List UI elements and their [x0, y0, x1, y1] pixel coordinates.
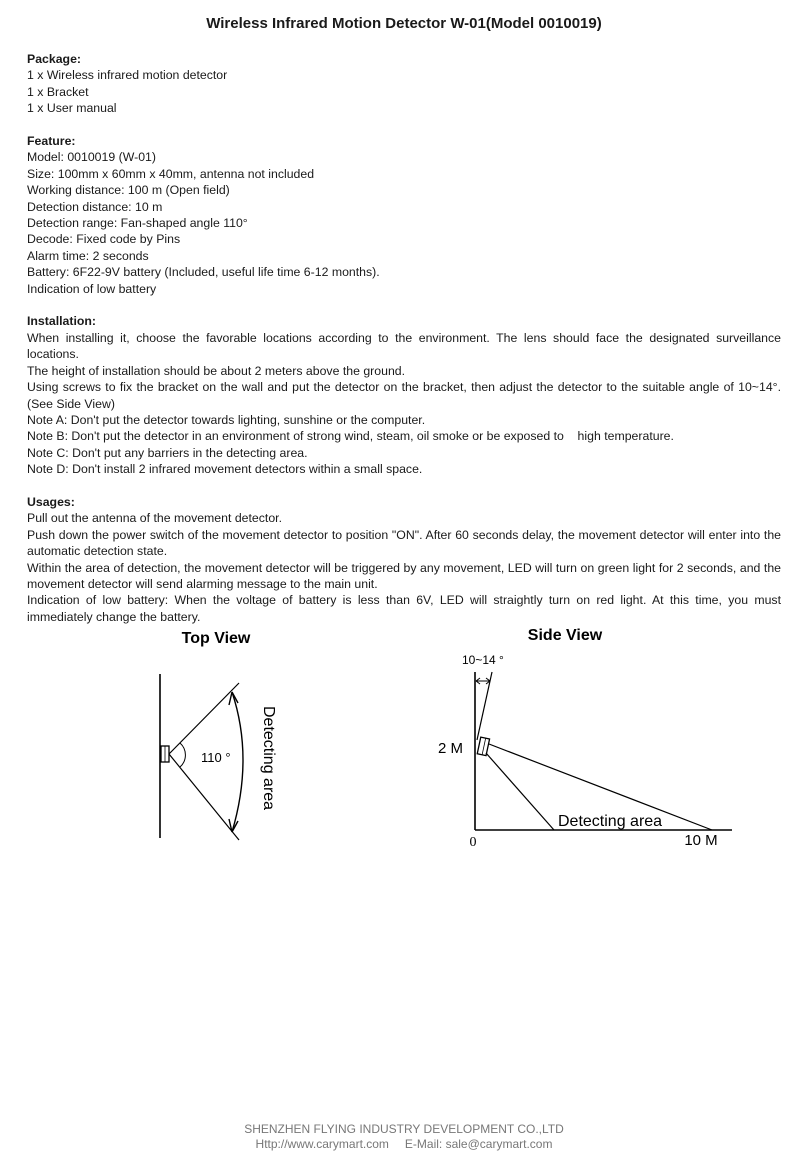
side-view-detector-icon [477, 737, 489, 755]
usages-paragraph: Pull out the antenna of the movement detector. [27, 511, 282, 526]
feature-item: Size: 100mm x 60mm x 40mm, antenna not included [27, 166, 315, 181]
top-view-fan-edge-upper [169, 683, 239, 754]
installation-note: Note A: Don't put the detector towards lighting, sunshine or the computer. [27, 412, 426, 427]
side-view-tilt-arrow [476, 678, 490, 684]
side-view-distance-label: 10 M [684, 832, 718, 849]
package-section [27, 51, 781, 117]
page-title: Wireless Infrared Motion Detector W-01(Model 0010019) [206, 15, 602, 32]
installation-paragraph: Using screws to fix the bracket on the wall and put the detector on the bracket, then adjust the detector to the suitable angle of 10~14°. (See Side View) [27, 380, 781, 411]
installation-paragraph: The height of installation should be about 2 meters above the ground. [27, 363, 406, 378]
footer-email: E-Mail: sale@carymart.com [404, 1137, 553, 1151]
feature-item: Decode: Fixed code by Pins [27, 232, 181, 247]
side-view-height-label: 2 M [438, 740, 464, 757]
installation-section [27, 313, 781, 477]
feature-item: Model: 0010019 (W-01) [27, 150, 156, 165]
usages-paragraph: Within the area of detection, the movement detector will be triggered by any movement, LED will turn on green light for 2 seconds, and the movement detector will send alarming message to the main unit. [27, 560, 781, 591]
side-view-diagram [438, 627, 732, 850]
installation-note: Note D: Don't install 2 infrared movement detectors within a small space. [27, 462, 423, 477]
footer-company: SHENZHEN FLYING INDUSTRY DEVELOPMENT CO.,LTD [244, 1122, 564, 1136]
feature-item: Alarm time: 2 seconds [27, 248, 149, 263]
top-view-title: Top View [181, 630, 251, 647]
usages-paragraph: Push down the power switch of the movement detector to position "ON". After 60 seconds delay, the movement detector will enter into the automatic detection state. [27, 527, 781, 559]
installation-heading: Installation: [27, 314, 97, 329]
side-view-title: Side View [527, 627, 603, 644]
feature-item: Detection range: Fan-shaped angle 110° [27, 216, 248, 231]
top-view-range-arc [232, 692, 243, 832]
feature-heading: Feature: [27, 134, 76, 149]
diagrams [0, 610, 808, 870]
installation-paragraph: When installing it, choose the favorable locations according to the environment. The lens should face the designated surveillance locations. [27, 330, 781, 362]
usages-heading: Usages: [27, 494, 75, 509]
package-item: 1 x Bracket [27, 84, 89, 99]
feature-item: Battery: 6F22-9V battery (Included, useful life time 6-12 months). [27, 265, 380, 280]
top-view-angle-arc [180, 743, 185, 767]
feature-section [27, 133, 781, 297]
usages-section [27, 494, 781, 625]
feature-item: Indication of low battery [27, 281, 157, 296]
package-heading: Package: [27, 52, 82, 66]
side-view-tilt-label: 10~14 ° [462, 653, 504, 667]
package-item: 1 x Wireless infrared motion detector [27, 68, 228, 83]
page-footer [0, 1122, 808, 1152]
feature-item: Detection distance: 10 m [27, 199, 163, 214]
top-view-area-label: Detecting area [260, 706, 277, 811]
top-view-fan-edge-lower [169, 754, 239, 840]
manual-body [27, 51, 781, 642]
side-view-tilt-line [477, 672, 492, 740]
top-view-angle-label: 110 ° [201, 750, 231, 765]
installation-note: Note B: Don't put the detector in an environment of strong wind, steam, oil smoke or be exposed to high temperature. [27, 429, 674, 444]
side-view-area-label: Detecting area [558, 813, 663, 830]
side-view-origin-label: 0 [469, 835, 477, 850]
footer-contact [0, 1137, 808, 1152]
footer-website: Http://www.carymart.com [255, 1137, 389, 1151]
usages-paragraph: Indication of low battery: When the voltage of battery is less than 6V, LED will straightly turn on red light. At this time, you must immediately change the battery. [27, 593, 781, 624]
package-item: 1 x User manual [27, 101, 117, 116]
installation-note: Note C: Don't put any barriers in the detecting area. [27, 445, 308, 460]
top-view-diagram [160, 630, 277, 840]
feature-item: Working distance: 100 m (Open field) [27, 183, 230, 198]
